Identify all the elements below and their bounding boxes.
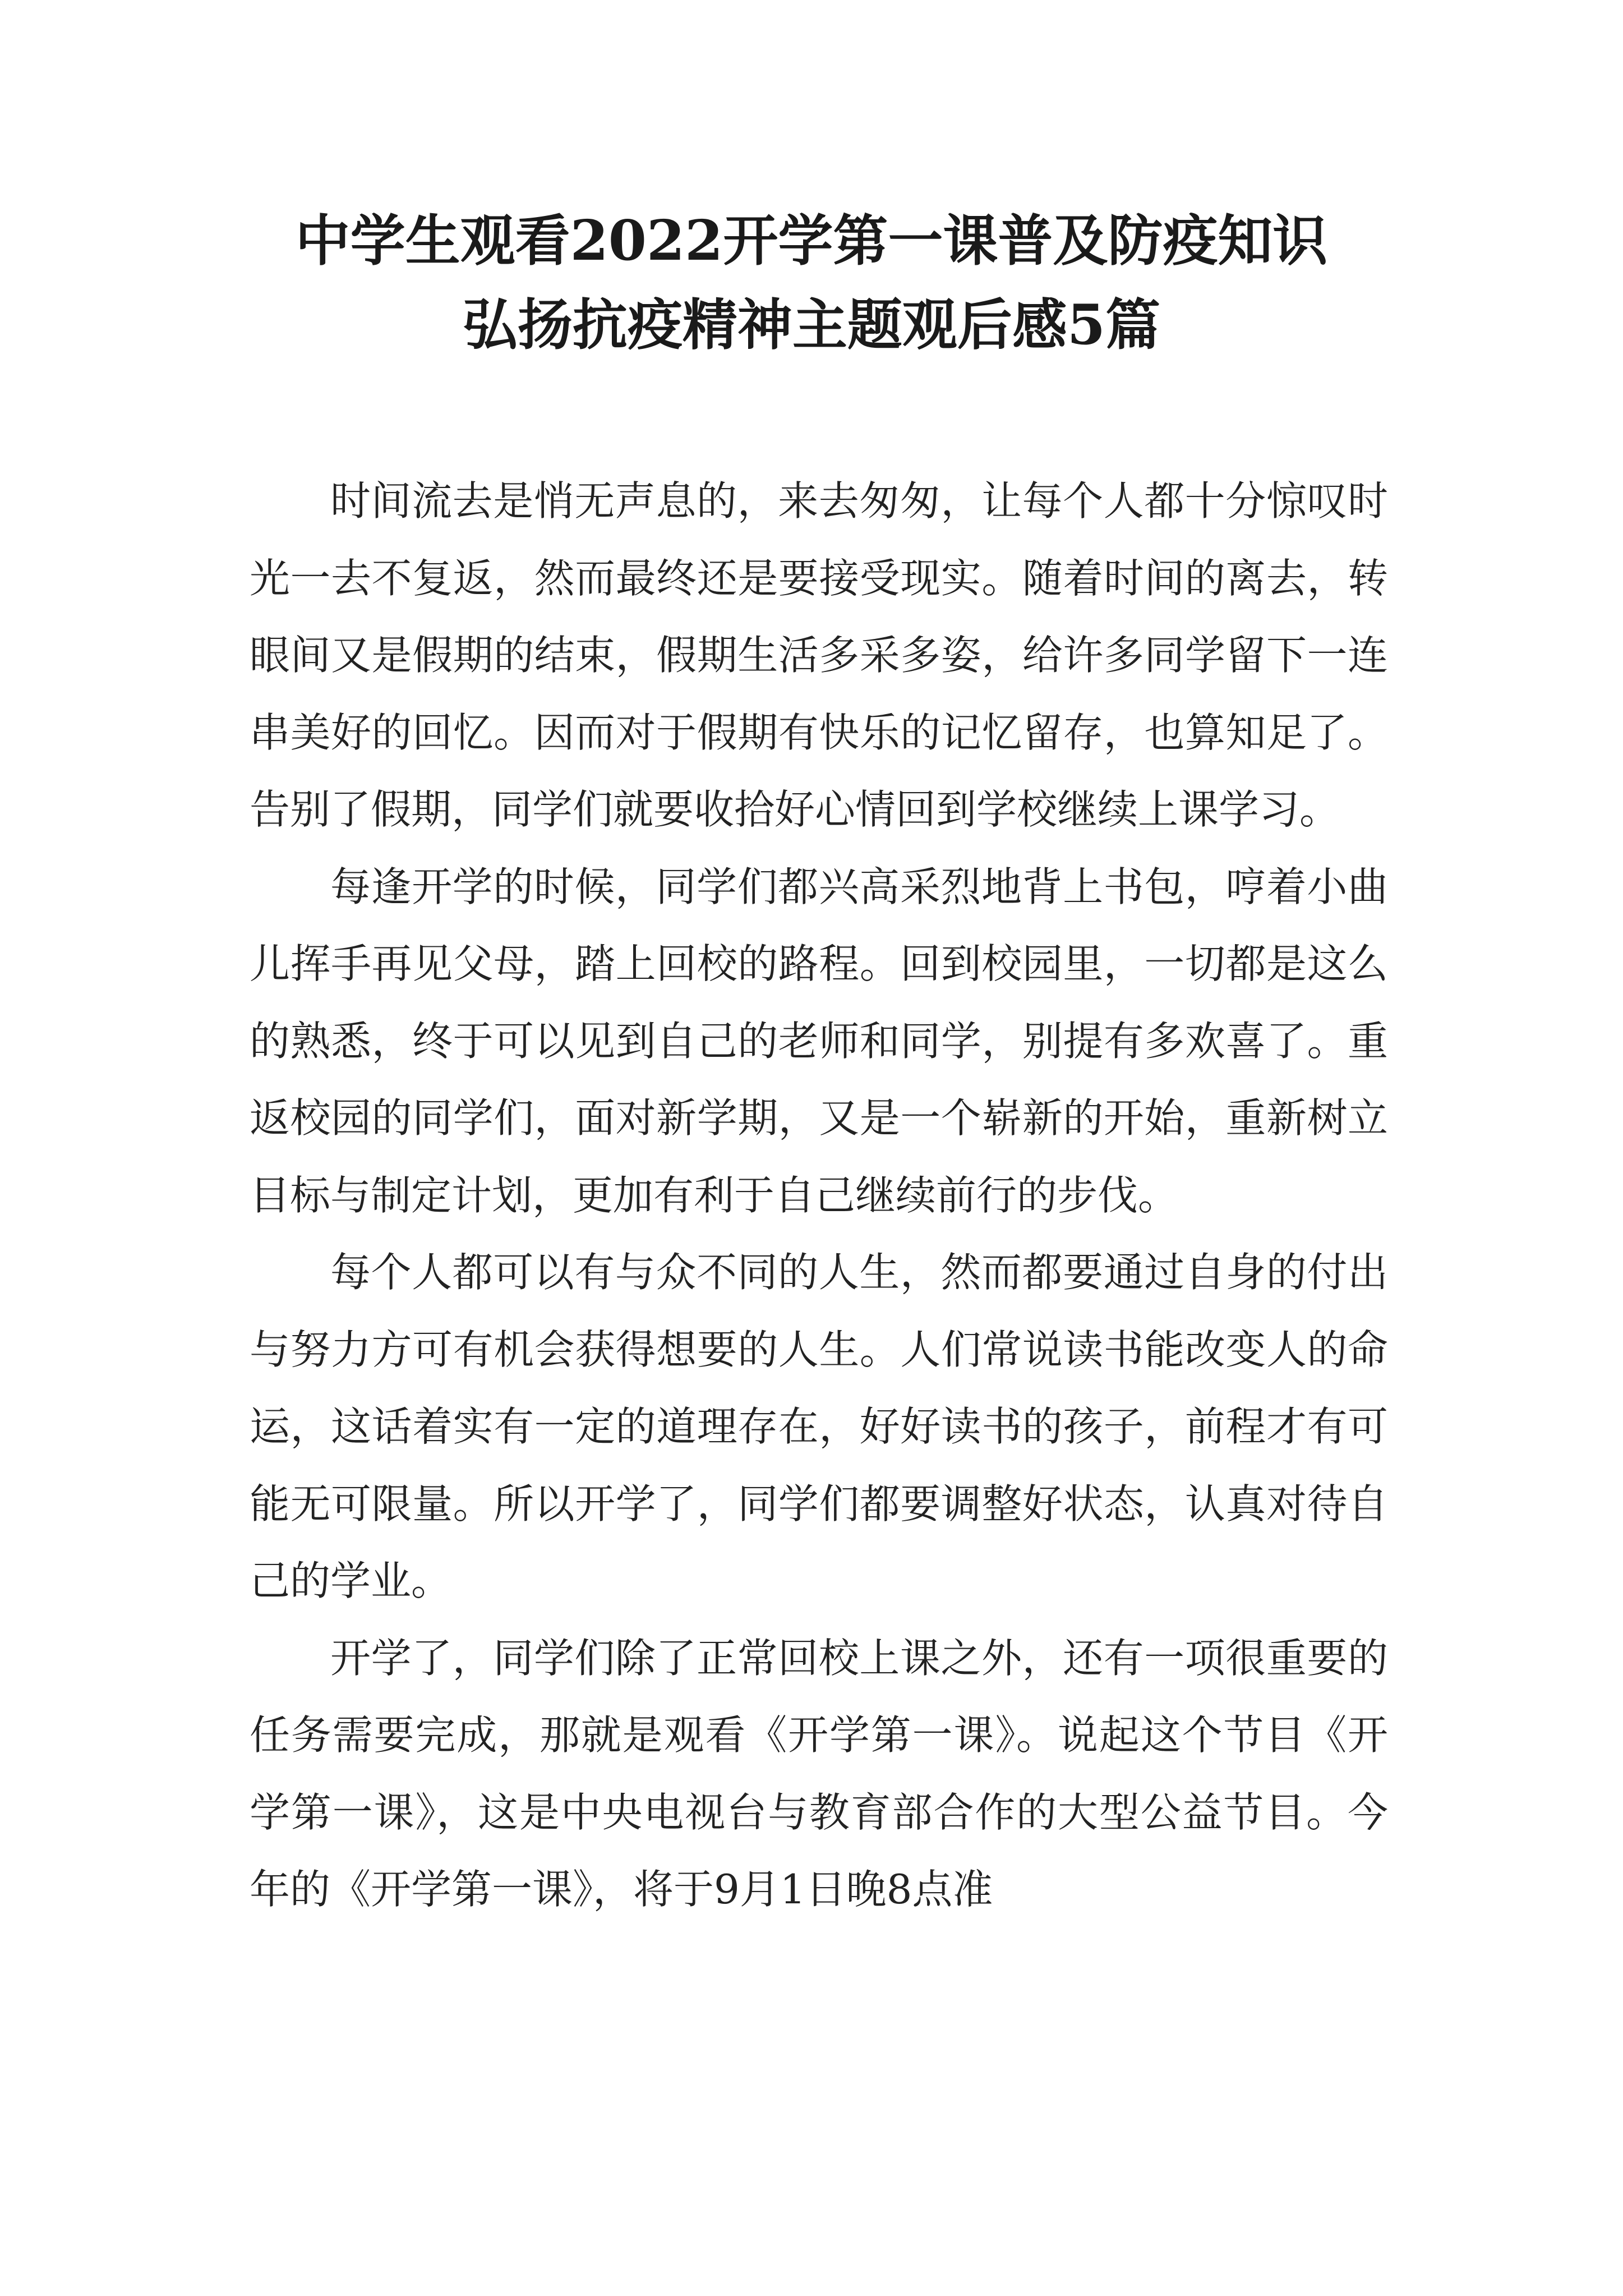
document-title: [236, 199, 1387, 367]
title-line-1: 中学生观看2022开学第一课普及防疫知识: [295, 209, 1328, 273]
document-body: [250, 463, 1388, 1929]
paragraph-2: 每逢开学的时候，同学们都兴高采烈地背上书包，哼着小曲儿挥手再见父母，踏上回校的路程。回到校园里，一切都是这么的熟悉，终于可以见到自己的老师和同学，别提有多欢喜了。重返校园的同学们，面对新学期，又是一个崭新的开始，重新树立目标与制定计划，更加有利于自己继续前行的步伐。: [250, 863, 1388, 1219]
paragraph-1: 时间流去是悄无声息的，来去匆匆，让每个人都十分惊叹时光一去不复返，然而最终还是要接受现实。随着时间的离去，转眼间又是假期的结束，假期生活多采多姿，给许多同学留下一连串美好的回忆。因而对于假期有快乐的记忆留存，也算知足了。告别了假期，同学们就要收拾好心情回到学校继续上课学习。: [250, 477, 1388, 833]
paragraph-3: 每个人都可以有与众不同的人生，然而都要通过自身的付出与努力方可有机会获得想要的人生。人们常说读书能改变人的命运，这话着实有一定的道理存在，好好读书的孩子，前程才有可能无可限量。所以开学了，同学们都要调整好状态，认真对待自己的学业。: [250, 1249, 1388, 1604]
title-line-2: 弘扬抗疫精神主题观后感5篇: [462, 293, 1161, 357]
paragraph-4: 开学了，同学们除了正常回校上课之外，还有一项很重要的任务需要完成，那就是观看《开学第一课》。说起这个节目《开学第一课》，这是中央电视台与教育部合作的大型公益节目。今年的《开学第一课》，将于9月1日晚8点准: [250, 1634, 1388, 1913]
